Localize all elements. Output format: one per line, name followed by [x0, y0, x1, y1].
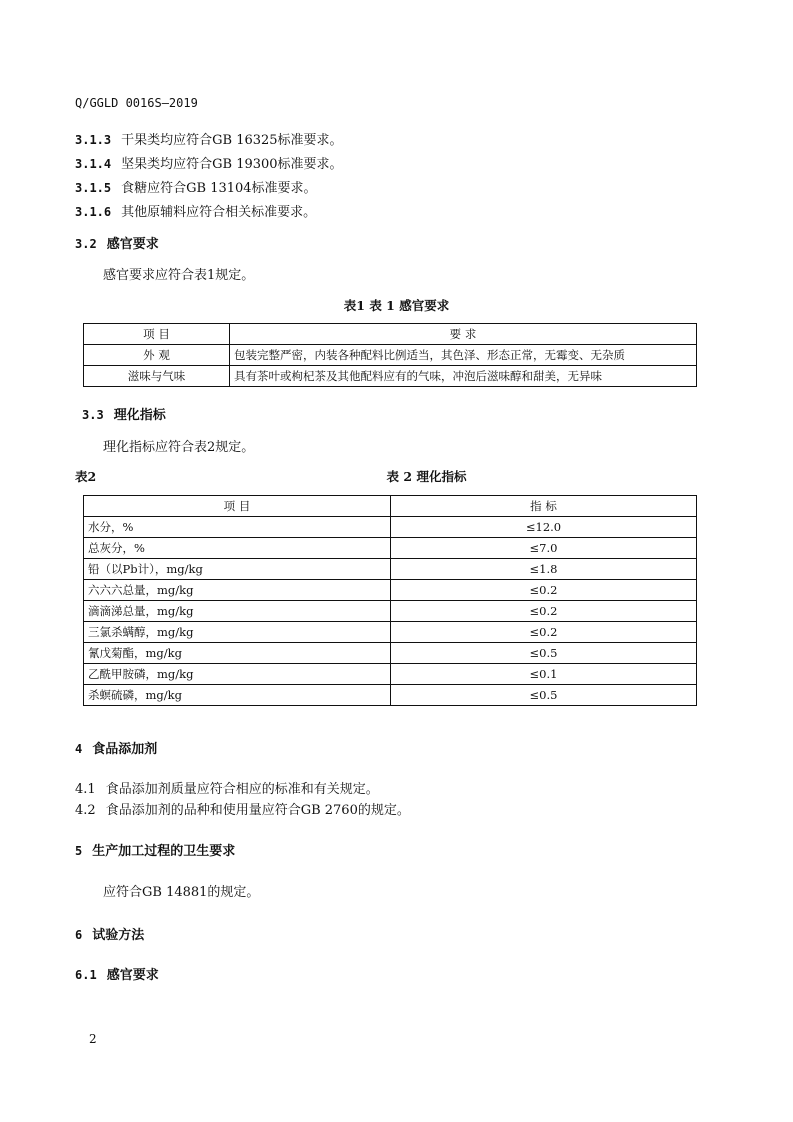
- section-3-3-heading: [82, 404, 166, 423]
- clause-text: 食糖应符合GB 13104标准要求。: [121, 181, 317, 196]
- table1-header-row: [84, 324, 697, 345]
- section-title: 感官要求: [106, 968, 159, 983]
- page-number: 2: [89, 1032, 97, 1046]
- clause-3-1-5: [75, 177, 317, 196]
- table-cell: 铅（以Pb计），mg/kg: [84, 559, 391, 580]
- table-row: [84, 643, 697, 664]
- table-cell: ≤0.2: [391, 580, 697, 601]
- table-row: [84, 366, 697, 387]
- section-6-heading: [75, 924, 144, 943]
- table-row: [84, 580, 697, 601]
- section-number: 3.2: [75, 237, 97, 251]
- section-5-paragraph: 应符合GB 14881的规定。: [103, 885, 260, 900]
- clause-text: 食品添加剂的品种和使用量应符合GB 2760的规定。: [105, 803, 410, 818]
- clause-number: 4.1: [75, 782, 96, 797]
- table-cell: 乙酰甲胺磷，mg/kg: [84, 664, 391, 685]
- section-3-3-paragraph: 理化指标应符合表2规定。: [103, 440, 255, 455]
- table-cell: ≤12.0: [391, 517, 697, 538]
- section-4-heading: [75, 738, 157, 757]
- table-cell: ≤7.0: [391, 538, 697, 559]
- section-3-2-heading: [75, 233, 159, 252]
- section-title: 试验方法: [92, 928, 145, 943]
- clause-text: 坚果类均应符合GB 19300标准要求。: [121, 157, 343, 172]
- section-title: 食品添加剂: [92, 742, 158, 757]
- section-number: 5: [75, 844, 83, 858]
- clause-number: 3.1.5: [75, 181, 112, 195]
- clause-number: 3.1.3: [75, 133, 112, 147]
- table2-header-index: 指 标: [391, 496, 697, 517]
- table2-caption: 表 2 理化指标: [386, 469, 467, 484]
- section-6-1-heading: [75, 964, 159, 983]
- clause-text: 其他原辅料应符合相关标准要求。: [121, 205, 317, 220]
- section-3-2-paragraph: 感官要求应符合表1规定。: [103, 268, 255, 283]
- clause-number: 4.2: [75, 803, 96, 818]
- section-title: 生产加工过程的卫生要求: [92, 844, 236, 859]
- table-row: [84, 538, 697, 559]
- table-cell: 总灰分，%: [84, 538, 391, 559]
- clause-number: 3.1.4: [75, 157, 112, 171]
- table-cell: ≤0.5: [391, 643, 697, 664]
- section-title: 感官要求: [106, 237, 159, 252]
- table-cell: 包装完整严密，内装各种配料比例适当，其色泽、形态正常，无霉变、无杂质: [230, 345, 697, 366]
- table-row: [84, 685, 697, 706]
- table2: [83, 495, 697, 706]
- table-cell: ≤1.8: [391, 559, 697, 580]
- section-number: 6: [75, 928, 83, 942]
- table1-header-item: 项 目: [84, 324, 230, 345]
- table-cell: ≤0.5: [391, 685, 697, 706]
- table-cell: 滋味与气味: [84, 366, 230, 387]
- table-cell: ≤0.1: [391, 664, 697, 685]
- clause-3-1-4: [75, 153, 343, 172]
- table1-header-requirement: 要 求: [230, 324, 697, 345]
- table-cell: ≤0.2: [391, 622, 697, 643]
- section-number: 3.3: [82, 408, 104, 422]
- clause-4-1: [75, 778, 379, 797]
- table1: [83, 323, 697, 387]
- table-row: [84, 664, 697, 685]
- clause-number: 3.1.6: [75, 205, 112, 219]
- table-row: [84, 622, 697, 643]
- section-title: 理化指标: [113, 408, 166, 423]
- table-cell: 滴滴涕总量，mg/kg: [84, 601, 391, 622]
- section-5-heading: [75, 840, 235, 859]
- table-cell: 氰戊菊酯，mg/kg: [84, 643, 391, 664]
- table-cell: ≤0.2: [391, 601, 697, 622]
- section-number: 4: [75, 742, 83, 756]
- table2-header-item: 项 目: [84, 496, 391, 517]
- table-row: [84, 559, 697, 580]
- table-row: [84, 517, 697, 538]
- clause-3-1-3: [75, 129, 343, 148]
- table-cell: 三氯杀螨醇，mg/kg: [84, 622, 391, 643]
- doc-code: Q/GGLD 0016S—2019: [75, 96, 198, 110]
- table1-caption: 表1 表 1 感官要求: [343, 298, 450, 313]
- table-cell: 具有茶叶或枸杞茶及其他配料应有的气味，冲泡后滋味醇和甜美，无异味: [230, 366, 697, 387]
- section-number: 6.1: [75, 968, 97, 982]
- table-row: [84, 345, 697, 366]
- table-cell: 杀螟硫磷，mg/kg: [84, 685, 391, 706]
- clause-text: 食品添加剂质量应符合相应的标准和有关规定。: [105, 782, 379, 797]
- table-row: [84, 601, 697, 622]
- clause-3-1-6: [75, 201, 316, 220]
- table-cell: 水分，%: [84, 517, 391, 538]
- table2-label: 表2: [75, 469, 97, 484]
- table-cell: 六六六总量，mg/kg: [84, 580, 391, 601]
- clause-text: 干果类均应符合GB 16325标准要求。: [121, 133, 343, 148]
- table2-header-row: [84, 496, 697, 517]
- table-cell: 外 观: [84, 345, 230, 366]
- clause-4-2: [75, 799, 410, 818]
